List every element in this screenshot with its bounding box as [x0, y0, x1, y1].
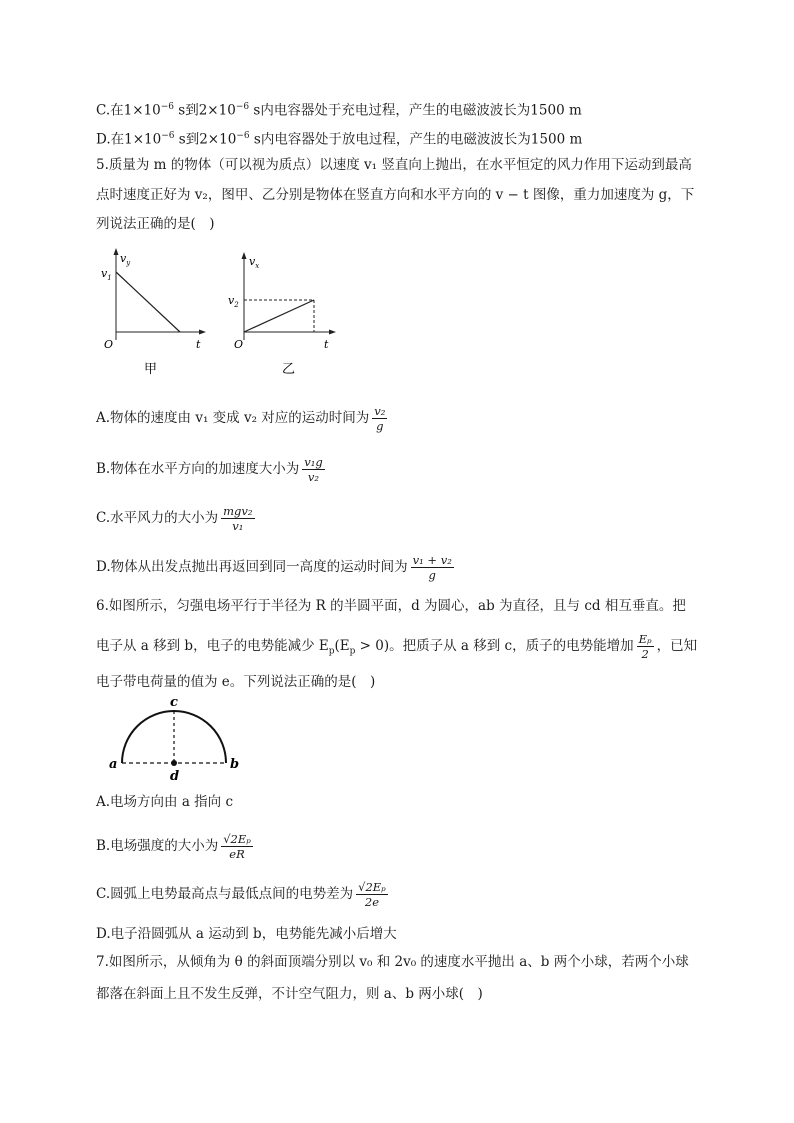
label-b: b [230, 757, 240, 772]
graph-jia-origin: O [104, 338, 114, 351]
graph-yi-line [244, 300, 314, 332]
q5-vt-graphs [96, 240, 346, 385]
graph-jia-y-label: $v_y$ [120, 252, 131, 267]
graph-yi-v2-label: $v_2$ [228, 294, 239, 309]
q5-option-c: C.水平风力的大小为 $\frac{\text{mgv₂}}{\text{v₁}}$ [96, 504, 253, 533]
q6-stem-line2: 电子从 a 移到 b，电子的电势能减少 $E_p(E_p > 0)$。把质子从 a 移到 c，质子的电势能增加 $\frac{\text{Eₚ}}{2}$ ，已知 [96, 632, 698, 661]
graph-jia-y-arrow [114, 248, 119, 255]
graph-jia-t-label: t [196, 338, 201, 351]
graph-jia-x-arrow [199, 330, 206, 335]
q5-stem-line2: 点时速度正好为 v₂，图甲、乙分别是物体在竖直方向和水平方向的 v − t 图像，重力加速度为 g，下 [96, 187, 695, 203]
graph-yi-y-label: $v_x$ [249, 255, 260, 270]
q5-option-a: A.物体的速度由 v₁ 变成 v₂ 对应的运动时间为 $\frac{\text{v₂}}{g}$ [96, 404, 386, 433]
q6-stem-line1: 6.如图所示，匀强电场平行于半径为 R 的半圆平面，d 为圆心，ab 为直径，且与 cd 相互垂直。把 [96, 598, 686, 614]
q7-stem-line2: 都落在斜面上且不发生反弹，不计空气阻力，则 a、b 两小球( ) [96, 986, 483, 1002]
graph-yi-t-label: t [324, 338, 329, 351]
label-c: c [170, 695, 178, 710]
q4-option-c: C.在$1\times 10^{-6}$ s到$2\times 10^{-6}$ s内电容器处于充电过程，产生的电磁波波长为1500 m [96, 102, 582, 119]
q5-stem-line1: 5.质量为 m 的物体（可以视为质点）以速度 v₁ 竖直向上抛出，在水平恒定的风力作用下运动到最高 [96, 157, 692, 173]
q5-option-c-fraction: $\frac{\text{mgv₂}}{\text{v₁}}$ [223, 504, 253, 533]
graph-yi-caption: 乙 [282, 362, 296, 377]
graph-jia-line [116, 272, 180, 332]
label-a: a [109, 757, 118, 772]
q5-stem-line3: 列说法正确的是( ) [96, 216, 215, 232]
q5-option-b: B.物体在水平方向的加速度大小为 $\frac{\text{v₁g}}{\text{v₂}}$ [96, 455, 323, 484]
q5-option-b-fraction: $\frac{\text{v₁g}}{\text{v₂}}$ [304, 455, 323, 484]
center-point-d [171, 760, 177, 766]
q6-option-b: B.电场强度的大小为 $\frac{\text{√2Eₚ}}{eR}$ [96, 832, 251, 861]
q7-stem-line1: 7.如图所示，从倾角为 θ 的斜面顶端分别以 v₀ 和 2v₀ 的速度水平抛出 a、b 两个小球，若两个小球 [96, 954, 689, 970]
graph-jia-caption: 甲 [144, 362, 158, 377]
graph-jia [101, 248, 206, 377]
q4-option-d: D.在$1\times 10^{-6}$ s到$2\times 10^{-6}$ s内电容器处于放电过程，产生的电磁波波长为1500 m [96, 131, 583, 148]
q6-ep-half-fraction: $\frac{\text{Eₚ}}{2}$ [638, 632, 652, 661]
q6-option-c: C.圆弧上电势最高点与最低点间的电势差为 $\frac{\text{√2Eₚ}}{2e}$ [96, 880, 386, 909]
q6-option-d: D.电子沿圆弧从 a 运动到 b，电势能先减小后增大 [96, 926, 397, 942]
q6-option-c-fraction: $\frac{\text{√2Eₚ}}{2e}$ [358, 880, 386, 909]
graph-yi-y-arrow [242, 252, 247, 259]
q5-option-d: D.物体从出发点抛出再返回到同一高度的运动时间为 $\frac{\text{v₁ + v₂}}{g}$ [96, 553, 452, 582]
q6-option-a: A.电场方向由 a 指向 c [96, 794, 234, 810]
q6-option-b-fraction: $\frac{\text{√2Eₚ}}{eR}$ [223, 832, 251, 861]
label-d: d [170, 769, 180, 782]
graph-yi-x-arrow [329, 330, 336, 335]
graph-yi-origin: O [234, 338, 244, 351]
graph-jia-v1-label: $v_1$ [101, 267, 112, 282]
q6-stem-line3: 电子带电荷量的值为 e。下列说法正确的是( ) [96, 674, 376, 690]
q5-option-d-fraction: $\frac{\text{v₁ + v₂}}{g}$ [412, 553, 452, 582]
q5-option-a-fraction: $\frac{\text{v₂}}{g}$ [374, 404, 386, 433]
graph-yi [228, 252, 336, 377]
q6-semicircle-figure [100, 694, 250, 782]
